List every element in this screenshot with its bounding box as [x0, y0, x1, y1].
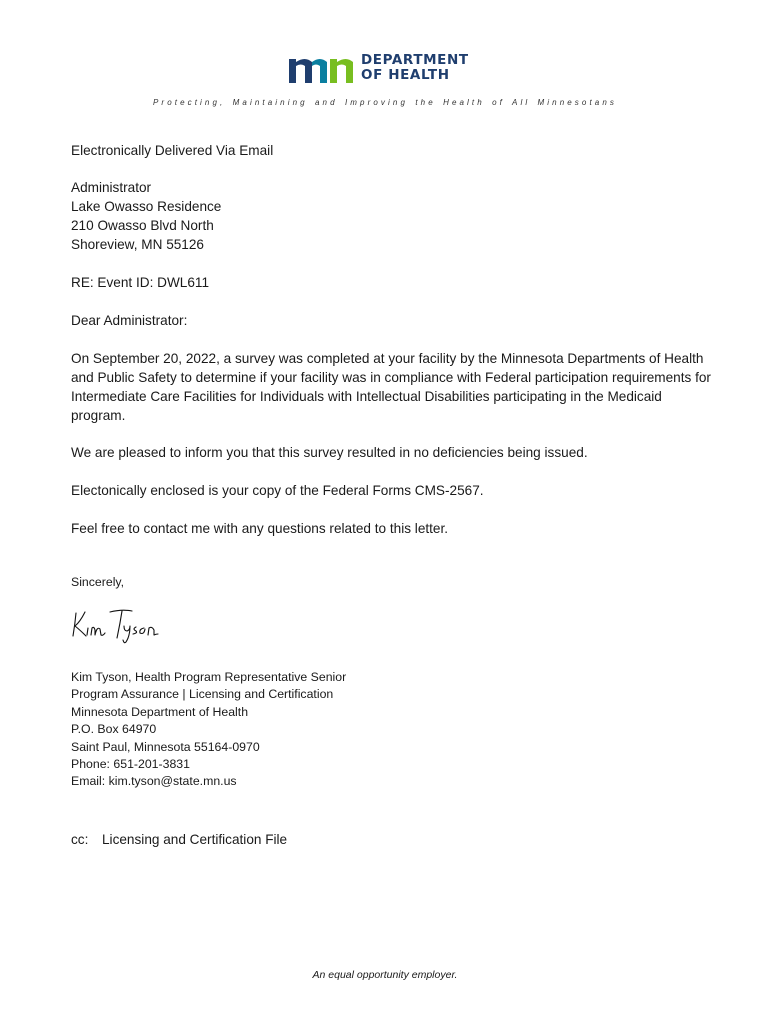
salutation: Dear Administrator: — [71, 313, 188, 328]
address-line: 210 Owasso Blvd North — [71, 218, 214, 233]
body-paragraph: On September 20, 2022, a survey was completed at your facility by the Minnesota Departments of Health and Public Safety to determine if your facility was in compliance with Federal participation requirements for Intermediate Care Facilities for Individuals with Intellectual Disabilities participating in the Medicaid program. — [71, 351, 711, 423]
address-line: Shoreview, MN 55126 — [71, 237, 204, 252]
logo-line-2: OF HEALTH — [361, 67, 450, 83]
logo-line-1: DEPARTMENT — [361, 52, 469, 68]
closing: Sincerely, — [71, 575, 125, 589]
address-line: Administrator — [71, 180, 152, 195]
signature-line: P.O. Box 64970 — [71, 722, 157, 736]
signature-line: Saint Paul, Minnesota 55164-0970 — [71, 740, 260, 754]
signature-line: Email: kim.tyson@state.mn.us — [71, 774, 237, 788]
mdh-logo — [289, 52, 489, 86]
tagline: Protecting, Maintaining and Improving the Health of All Minnesotans — [153, 98, 617, 107]
body-paragraph: We are pleased to inform you that this survey resulted in no deficiencies being issued. — [71, 445, 588, 460]
cc-label: cc: — [71, 832, 89, 847]
mn-logo-icon — [289, 52, 355, 86]
footer-text: An equal opportunity employer. — [312, 969, 458, 981]
body-paragraph: Electonically enclosed is your copy of the Federal Forms CMS-2567. — [71, 483, 484, 498]
delivery-note: Electronically Delivered Via Email — [71, 143, 274, 158]
signature — [70, 608, 180, 644]
cc-line — [71, 830, 287, 849]
signature-line: Kim Tyson, Health Program Representative Senior — [71, 670, 347, 684]
signature-line: Phone: 651-201-3831 — [71, 757, 190, 771]
signature-line: Minnesota Department of Health — [71, 705, 249, 719]
signature-line: Program Assurance | Licensing and Certification — [71, 687, 334, 701]
body-paragraph: Feel free to contact me with any questions related to this letter. — [71, 521, 449, 536]
cc-value: Licensing and Certification File — [102, 832, 288, 847]
department-name — [361, 53, 469, 83]
address-line: Lake Owasso Residence — [71, 199, 222, 214]
re-line: RE: Event ID: DWL611 — [71, 275, 210, 290]
